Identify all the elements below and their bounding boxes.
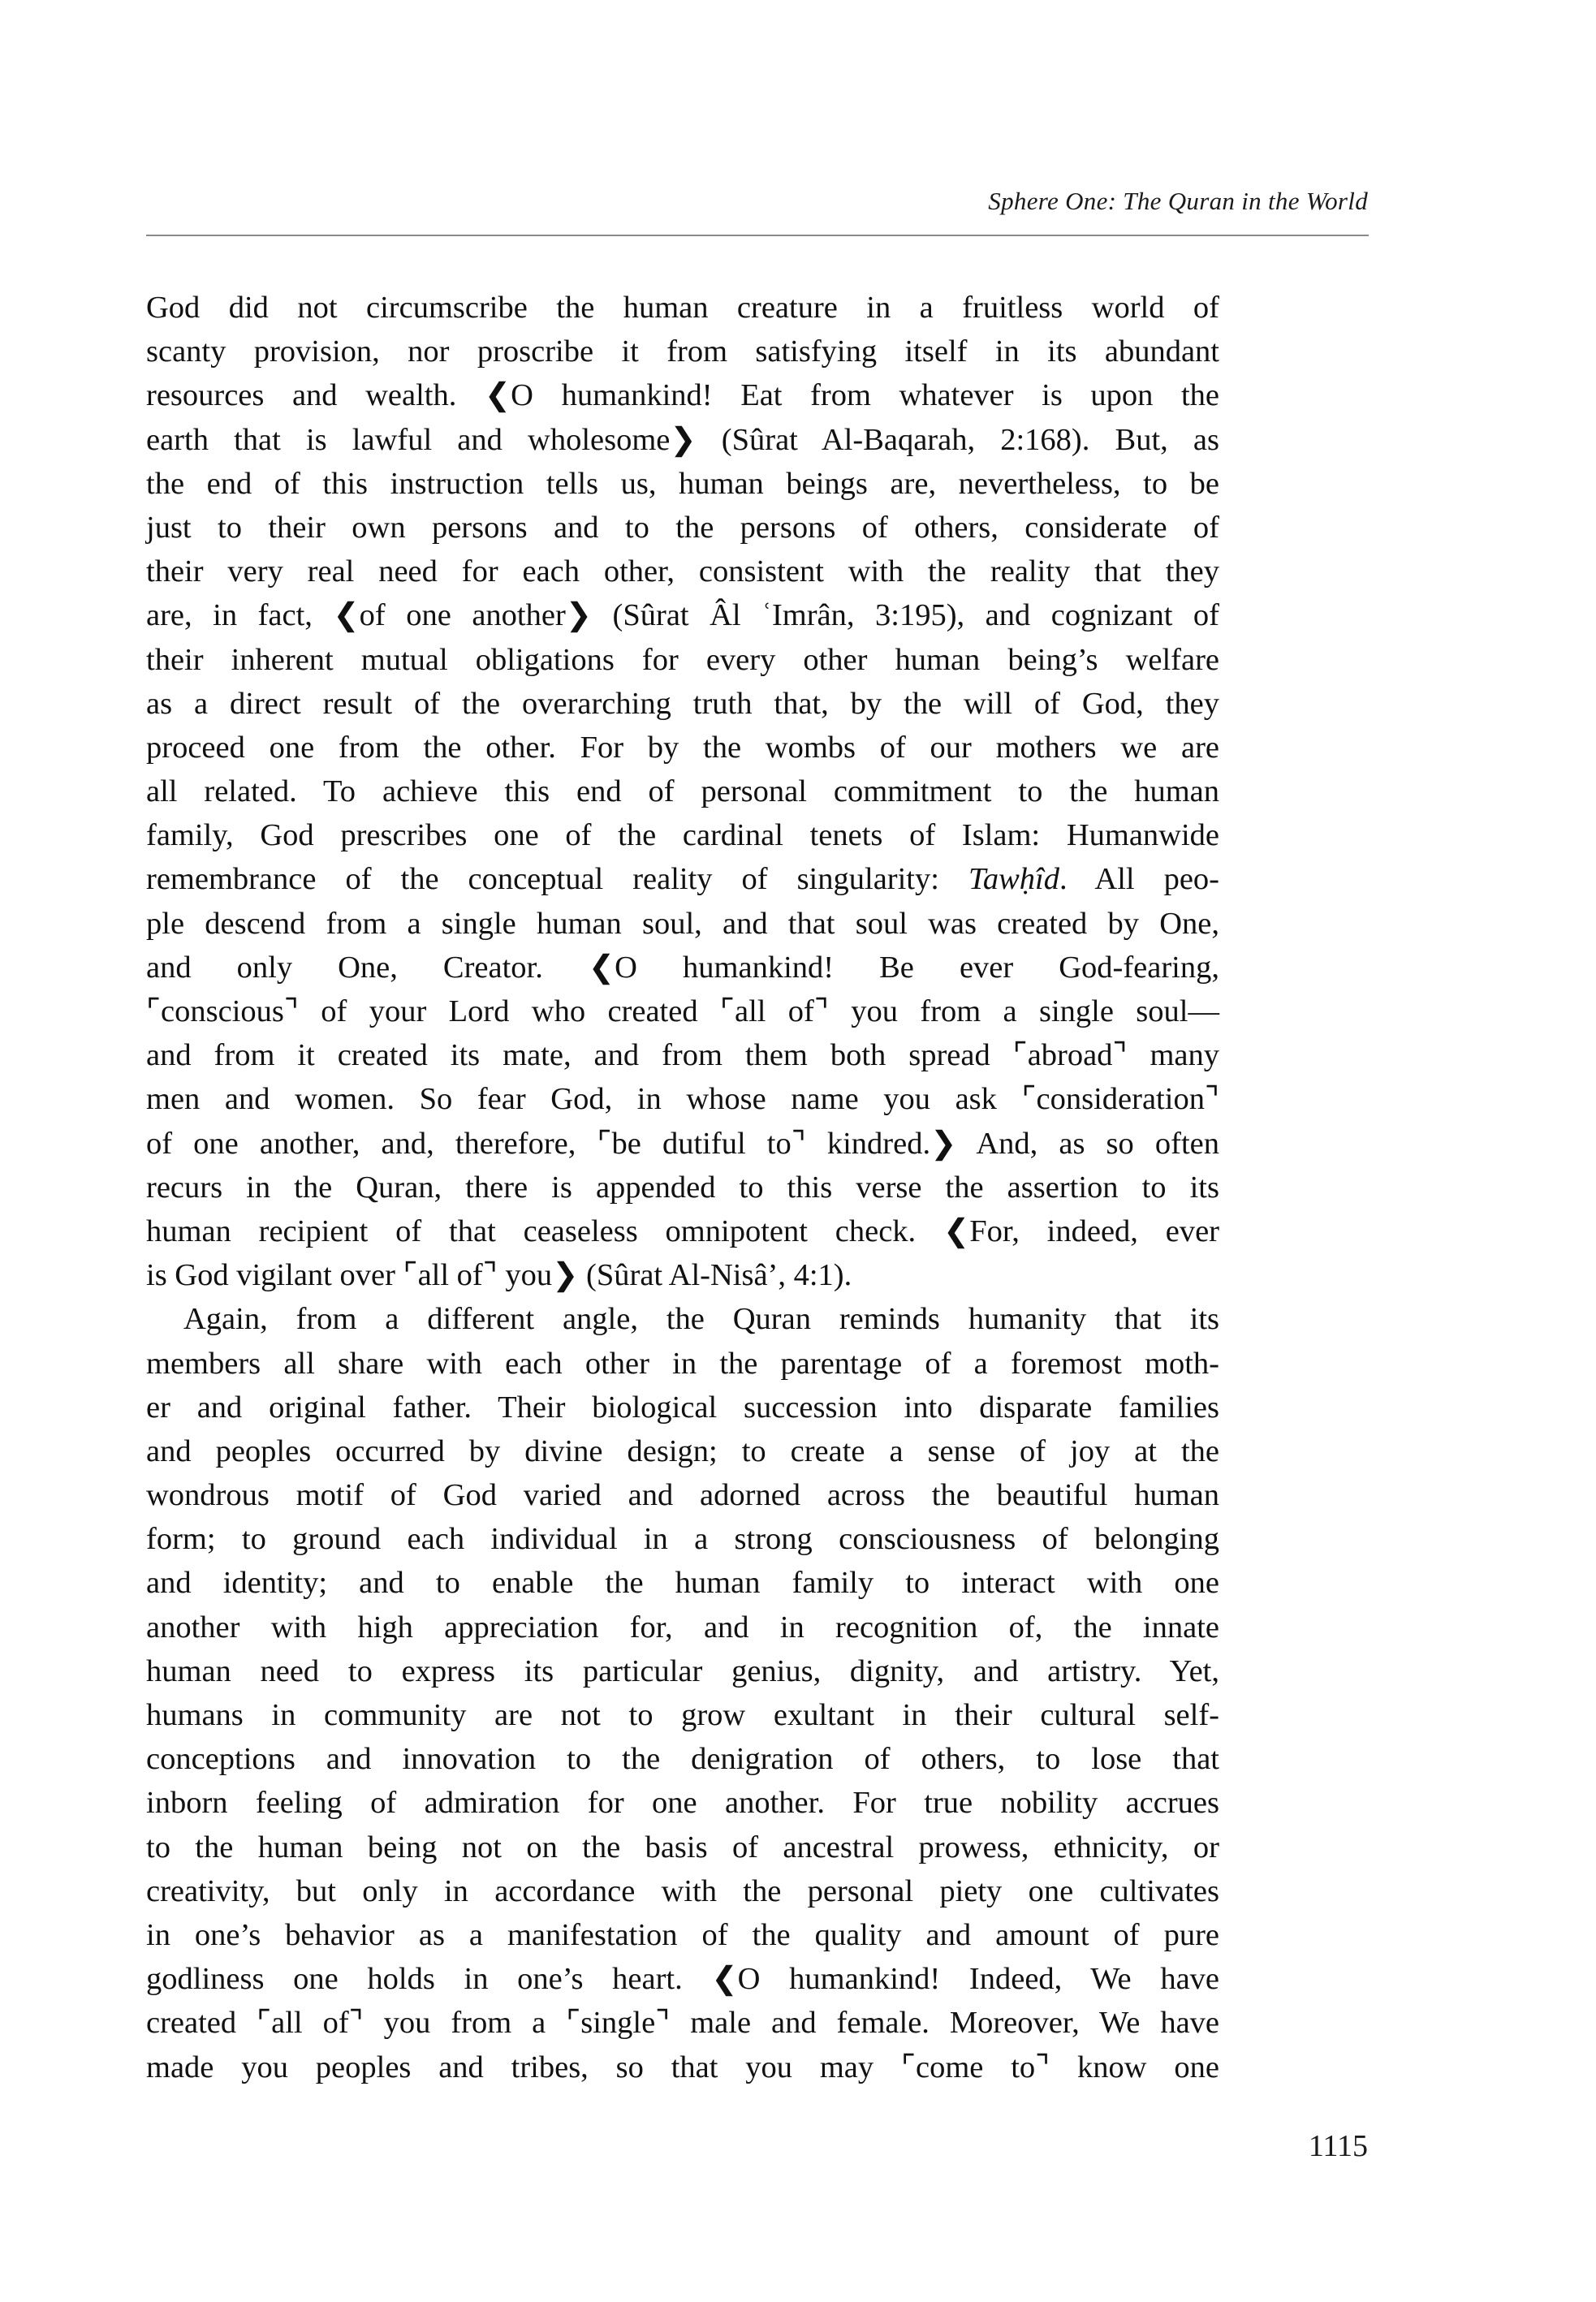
text-line: earth that is lawful and wholesome❯ (Sûrat Al-Baqarah, 2:168). But, as: [146, 422, 1219, 457]
text-line: of one another, and, therefore, ⌜be dutiful to⌝ kindred.❯ And, as so often: [146, 1126, 1219, 1161]
text-line: members all share with each other in the parentage of a foremost moth-: [146, 1346, 1219, 1381]
text-line: made you peoples and tribes, so that you may ⌜come to⌝ know one: [146, 2050, 1219, 2084]
text-line: God did not circumscribe the human creature in a fruitless world of: [146, 291, 1219, 325]
text-line: creativity, but only in accordance with the personal piety one cultivates: [146, 1873, 1219, 1908]
text-line: all related. To achieve this end of personal commitment to the human: [146, 774, 1219, 809]
text-line: their inherent mutual obligations for every other human being’s welfare: [146, 642, 1219, 677]
text-line: er and original father. Their biological succession into disparate families: [146, 1390, 1219, 1425]
text-line: and from it created its mate, and from them both spread ⌜abroad⌝ many: [146, 1038, 1219, 1073]
text-line: wondrous motif of God varied and adorned across the beautiful human: [146, 1478, 1219, 1513]
text-line: form; to ground each individual in a strong consciousness of belonging: [146, 1522, 1219, 1557]
text-line: human need to express its particular genius, dignity, and artistry. Yet,: [146, 1653, 1219, 1688]
body-text: [146, 286, 1219, 2089]
text-line: to the human being not on the basis of ancestral prowess, ethnicity, or: [146, 1830, 1219, 1864]
text-line: ple descend from a single human soul, and that soul was created by One,: [146, 906, 1219, 941]
text-line: resources and wealth. ❮O humankind! Eat from whatever is upon the: [146, 378, 1219, 413]
text-line: recurs in the Quran, there is appended to this verse the assertion to its: [146, 1170, 1219, 1205]
text-line: as a direct result of the overarching truth that, by the will of God, they: [146, 686, 1219, 721]
text-line: the end of this instruction tells us, human beings are, nevertheless, to be: [146, 466, 1219, 501]
paragraph-end-line: is God vigilant over ⌜all of⌝ you❯ (Sûrat Al-Nisâ’, 4:1).: [146, 1258, 852, 1293]
text-line: their very real need for each other, consistent with the reality that they: [146, 554, 1219, 589]
text-line: humans in community are not to grow exultant in their cultural self-: [146, 1698, 1219, 1732]
text-line: men and women. So fear God, in whose name you ask ⌜consideration⌝: [146, 1082, 1219, 1117]
text-line: conceptions and innovation to the denigration of others, to lose that: [146, 1742, 1219, 1777]
text-line: proceed one from the other. For by the wombs of our mothers we are: [146, 730, 1219, 765]
text-line-with-term: [146, 857, 1219, 901]
text-line: ⌜conscious⌝ of your Lord who created ⌜all of⌝ you from a single soul—: [146, 994, 1219, 1028]
text-line: created ⌜all of⌝ you from a ⌜single⌝ male and female. Moreover, We have: [146, 2006, 1219, 2041]
text-line: inborn feeling of admiration for one another. For true nobility accrues: [146, 1786, 1219, 1821]
running-head: Sphere One: The Quran in the World: [988, 187, 1368, 215]
paragraph-start-line: Again, from a different angle, the Quran reminds humanity that its: [183, 1302, 1219, 1337]
text-line: scanty provision, nor proscribe it from satisfying itself in its abundant: [146, 334, 1219, 369]
text-line: and identity; and to enable the human family to interact with one: [146, 1566, 1219, 1601]
text-line: family, God prescribes one of the cardinal tenets of Islam: Humanwide: [146, 818, 1219, 853]
text-line: and peoples occurred by divine design; to create a sense of joy at the: [146, 1433, 1219, 1468]
page-number: 1115: [1308, 2129, 1368, 2163]
text-line: human recipient of that ceaseless omnipotent check. ❮For, indeed, ever: [146, 1214, 1219, 1248]
text-line: just to their own persons and to the persons of others, considerate of: [146, 510, 1219, 545]
text-line: are, in fact, ❮of one another❯ (Sûrat Âl ʿImrân, 3:195), and cognizant of: [146, 598, 1219, 633]
text-segment: . All peo-: [1059, 862, 1220, 897]
text-line: in one’s behavior as a manifestation of the quality and amount of pure: [146, 1917, 1219, 1952]
text-line: and only One, Creator. ❮O humankind! Be ever God-fearing,: [146, 950, 1219, 985]
text-line: another with high appreciation for, and in recognition of, the innate: [146, 1610, 1219, 1645]
text-line: godliness one holds in one’s heart. ❮O humankind! Indeed, We have: [146, 1962, 1219, 1997]
text-segment: remembrance of the conceptual reality of singularity:: [146, 862, 968, 897]
header-rule: [146, 235, 1369, 236]
italic-term-tawhid: Tawḥîd: [968, 862, 1059, 897]
